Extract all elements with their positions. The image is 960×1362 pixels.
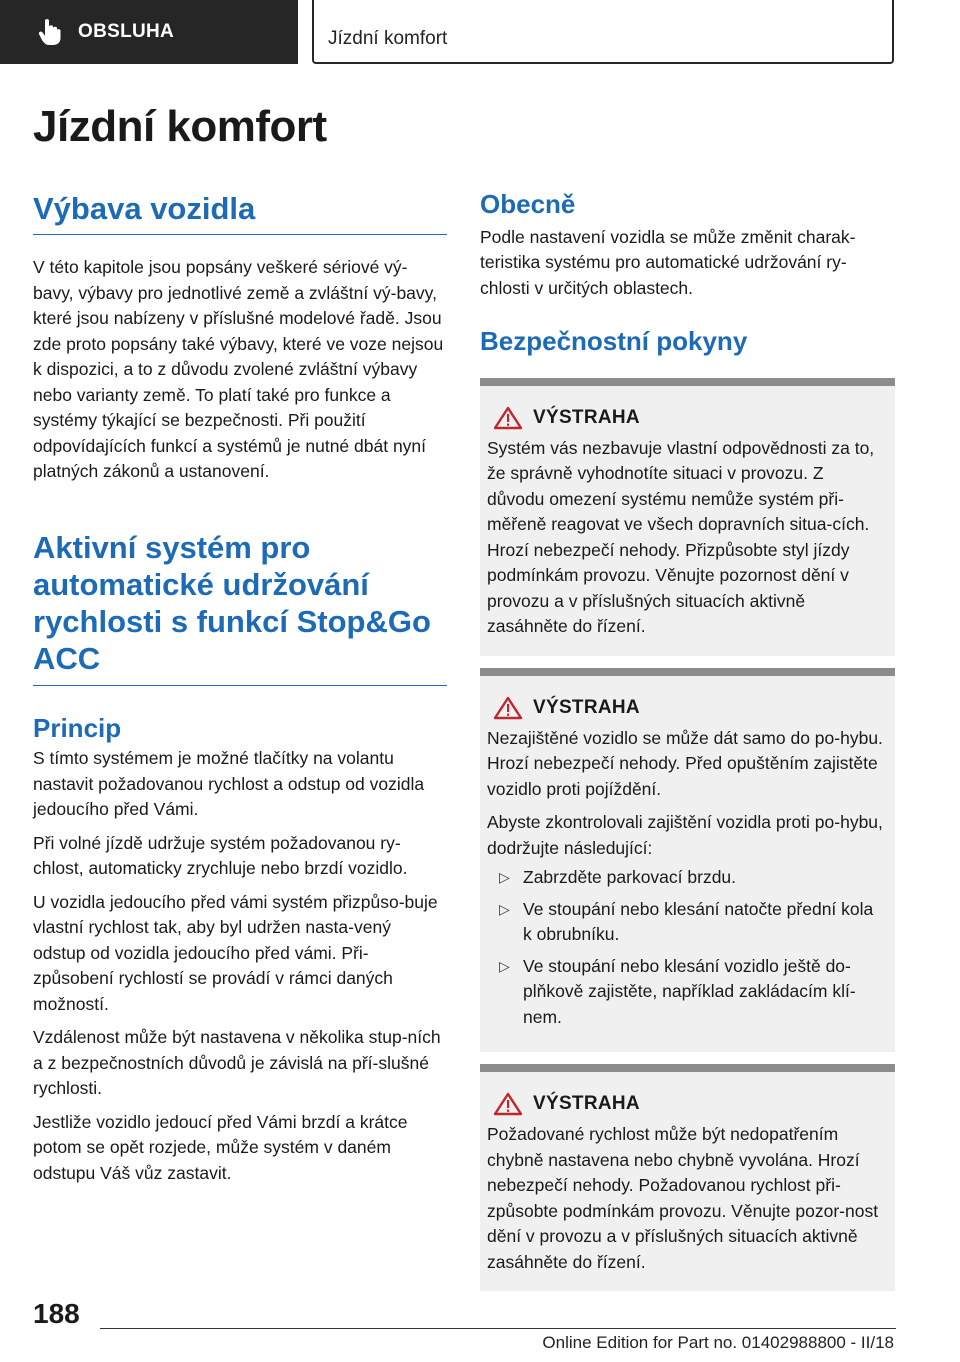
vybava-text: V této kapitole jsou popsány veškeré sériové vý-bavy, výbavy pro jednotlivé země a zvláštní vý-bavy, které jsou nabízeny v příslušné modelové řadě. Jsou zde proto popsány také výbavy, které ve voze nejsou k dispozici, a to z důvodu zvolené zvláštní výbavy nebo varianty země. To platí také pro funkce a systémy týkající se bezpečnosti. Při použití odpovídajících funkcí a systémů je nutné dbát nyní platných zákonů a ustanovení. xyxy=(33,257,444,482)
warning-header xyxy=(487,406,885,430)
warning-triangle-icon xyxy=(493,406,523,430)
princip-paragraph: S tímto systémem je možné tlačítky na volantu nastavit požadovanou rychlost a odstup od vozidla jedoucího před Vámi. xyxy=(33,748,425,820)
bezpecnost-heading: Bezpečnostní pokyny xyxy=(480,326,748,357)
princip-paragraph: Při volné jízdě udržuje systém požadovanou ry-chlost, automaticky zrychluje nebo brzdí vozidlo. xyxy=(33,832,408,879)
header-section-title: Jízdní komfort xyxy=(328,28,448,49)
triangle-right-icon: ▷ xyxy=(499,869,510,886)
princip-paragraph: Jestliže vozidlo jedoucí před Vámi brzdí a krátce potom se opět rozjede, může systém v daném odstupu Váš vůz zastavit. xyxy=(33,1111,408,1183)
bullet-text: Zabrzděte parkovací brzdu. xyxy=(523,867,737,888)
page-title: Jízdní komfort xyxy=(33,102,327,151)
acc-heading: Aktivní systém pro automatické udržování rychlosti s funkcí Stop&Go ACC xyxy=(33,529,431,676)
acc-heading-block xyxy=(33,529,447,686)
footer-edition: Online Edition for Part no. 01402988800 - II/18 xyxy=(542,1333,894,1352)
warning-triangle-icon xyxy=(493,1092,523,1116)
vybava-heading-block xyxy=(33,192,447,235)
list-item xyxy=(487,897,885,948)
warning-bullet-list xyxy=(487,865,885,1030)
warning-text: Požadované rychlost může být nedopatřením chybně nastavena nebo chybně vyvolána. Hrozí nebezpečí nehody. Požadovanou rychlost při-způsobte podmínkám provozu. Věnujte pozor-nost dění v provozu a v příslušných situacích aktivně zasáhněte do řízení. xyxy=(487,1124,879,1272)
header-tab-label: OBSLUHA xyxy=(78,21,175,42)
princip-body xyxy=(33,746,447,1186)
triangle-right-icon: ▷ xyxy=(499,957,510,974)
warning-text: Abyste zkontrolovali zajištění vozidla proti po-hybu, dodržujte následující: xyxy=(487,812,883,858)
left-column xyxy=(33,192,447,1186)
warning-label: VÝSTRAHA xyxy=(533,696,640,718)
bullet-text: Ve stoupání nebo klesání vozidlo ještě do-plňkově zajistěte, například zakládacím klí-nem. xyxy=(523,955,856,1027)
page-number: 188 xyxy=(33,1298,80,1329)
list-item xyxy=(487,865,885,891)
warning-triangle-icon xyxy=(493,696,523,720)
obecne-text: Podle nastavení vozidla se může změnit charak-teristika systému pro automatické udržování ry-chlosti v určitých oblastech. xyxy=(480,226,856,298)
princip-heading: Princip xyxy=(33,712,122,743)
warning-header xyxy=(487,696,885,720)
footer-divider xyxy=(100,1328,896,1329)
vybava-heading: Výbava vozidla xyxy=(33,191,256,226)
right-column xyxy=(480,190,895,1291)
header-section-box xyxy=(312,0,894,64)
warning-label: VÝSTRAHA xyxy=(533,406,640,428)
warning-header xyxy=(487,1092,885,1116)
obecne-heading: Obecně xyxy=(480,189,576,219)
warning-box xyxy=(480,668,895,1053)
princip-paragraph: U vozidla jedoucího před vámi systém přizpůso-buje vlastní rychlost tak, aby byl udržen nasta-vený odstup od vozidla jedoucího před vámi. Při-způsobení rychlostí se provádí v rámci daných možností. xyxy=(33,891,438,1014)
warning-text: Nezajištěné vozidlo se může dát samo do po-hybu. Hrozí nebezpečí nehody. Před opuštěním zajistěte vozidlo proti pojíždění. xyxy=(487,727,883,799)
triangle-right-icon: ▷ xyxy=(499,900,510,917)
header-tab xyxy=(0,0,298,64)
bullet-text: Ve stoupání nebo klesání natočte přední kola k obrubníku. xyxy=(523,898,874,945)
hand-pointer-icon xyxy=(38,18,64,46)
warning-box xyxy=(480,378,895,656)
warning-label: VÝSTRAHA xyxy=(533,1093,640,1115)
princip-paragraph: Vzdálenost může být nastavena v několika stup-ních a z bezpečnostních důvodů je závislá na pří-slušné rychlosti. xyxy=(33,1027,441,1099)
list-item xyxy=(487,954,885,1031)
warning-box xyxy=(480,1064,895,1291)
warning-text: Systém vás nezbavuje vlastní odpovědnosti za to, že správně vyhodnotíte situaci v provozu. Z důvodu omezení systému nemůže systém při-měřeně reagovat ve všech dopravních situa-cích. Hrozí nebezpečí nehody. Přizpůsobte styl jízdy podmínkám provozu. Věnujte pozornost dění v provozu a v příslušných situacích aktivně zasáhněte do řízení. xyxy=(487,437,875,637)
